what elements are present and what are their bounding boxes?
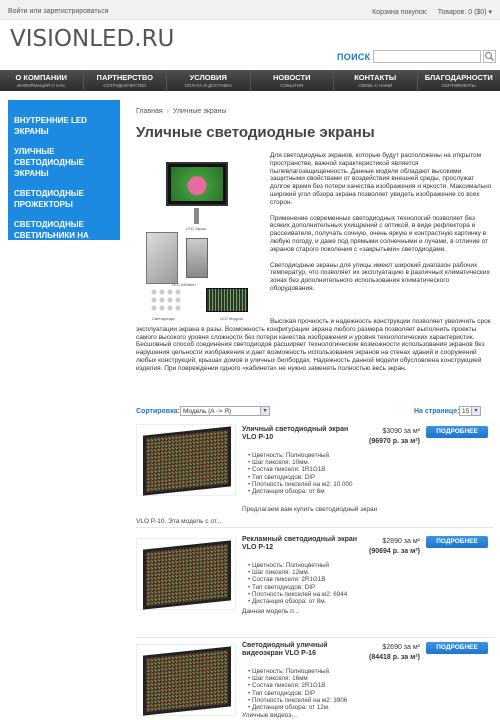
cart-label: Корзина покупок: (372, 9, 428, 16)
nav-subtitle: СОТРУДНИЧЕСТВО (103, 83, 147, 88)
nav-subtitle: СОБЫТИЯ (280, 83, 304, 88)
nav-title: КОНТАКТЫ (354, 73, 397, 82)
cart-summary[interactable] (372, 8, 492, 16)
breadcrumb-separator: › (166, 108, 169, 115)
sidebar-categories (8, 100, 120, 251)
spec-item: • Состав пикселя: 2R1G1B (248, 576, 347, 583)
price-usd: $2890 за м² (382, 538, 420, 545)
search-label: ПОИСК (337, 52, 371, 62)
product-item (136, 636, 494, 720)
price-rub: (90694 р. за м²) (369, 548, 420, 555)
spec-item: • Цветность: Полноцветный (248, 562, 347, 569)
nav-item-contacts[interactable] (334, 70, 418, 91)
nav-item-thanks[interactable] (418, 70, 500, 91)
hero-illustration (136, 150, 260, 330)
sidebar-item-track-lights[interactable]: СВЕТОДИОДНЫЕ СВЕТИЛЬНИКИ НА ТРЕКАХ (14, 220, 89, 251)
description-paragraph-wide: Высокая прочность и надежность конструкции позволяет увеличить срок эксплуатации экрана в разы. Возможность конфигурации экрана любого размера позволяет выполнить проекты самого высокого уровня сложности без потери качества изображения и уровня технологических характеристик. Бесшовный способ соединения светодиодов расширяет технологические возможности использования экранов без нарушения цельности изображения и дает возможность использования экранов на стенах зданий и сооружений любых конструкций, крышах домов и уличных билбордах. Надежность данной модели обусловлена конструкцией изделия. При повреждении одного «кабинета» не нужно заменять полностью весь экран. (136, 318, 491, 372)
cart-dropdown-icon[interactable]: ▾ (488, 9, 492, 16)
product-teaser: Уличные видеоэ... (242, 712, 298, 719)
price-usd: $2690 за м² (382, 644, 420, 651)
sort-bar (136, 406, 494, 418)
spec-item: • Тип светодиодов: DIP (248, 584, 347, 591)
sort-select[interactable] (180, 406, 270, 416)
nav-title: НОВОСТИ (272, 73, 311, 82)
perpage-select[interactable] (459, 406, 481, 416)
product-specs (248, 452, 353, 495)
breadcrumb-home[interactable]: Главная (136, 108, 163, 115)
chevron-down-icon: ▾ (471, 407, 480, 415)
billboard-pole (194, 208, 199, 224)
nav-title: БЛАГОДАРНОСТИ (424, 73, 493, 82)
product-image[interactable] (136, 538, 236, 610)
product-price (364, 643, 420, 663)
led-cabinet-image (146, 232, 178, 284)
search-button[interactable] (483, 50, 496, 63)
category-description (270, 152, 494, 301)
product-item (136, 420, 494, 528)
sort-label: Сортировка: (136, 408, 180, 415)
sidebar-item-floodlights[interactable]: СВЕТОДИОДНЫЕ ПРОЖЕКТОРЫ (14, 189, 84, 209)
spec-item: • Плотность пикселей на м2: 6944 (248, 591, 347, 598)
nav-subtitle: ИНФОРМАЦИЯ О НАС (17, 83, 66, 88)
main-nav (0, 70, 500, 91)
spec-item: • Тип светодиодов: DIP (248, 474, 353, 481)
cart-goods[interactable]: Товаров: 0 ($0) (437, 9, 487, 16)
product-teaser: Данная модель п... (242, 608, 300, 615)
nav-subtitle: ОПЛАТА И ДОСТАВКА (184, 83, 233, 88)
price-usd: $3090 за м² (382, 428, 420, 435)
search-icon (484, 51, 495, 62)
nav-title: О КОМПАНИИ (15, 73, 68, 82)
spec-item: • Дистанция обзора: от 8м. (248, 598, 347, 605)
led-billboard-image (166, 162, 228, 206)
led-module-image (206, 288, 248, 312)
price-rub: (84418 р. за м²) (369, 654, 420, 661)
product-title[interactable]: Рекламный светодиодный экран VLO P-12 (242, 536, 357, 551)
nav-title: ПАРТНЕРСТВО (96, 73, 153, 82)
led-diodes-image (150, 288, 182, 312)
site-logo[interactable]: VISIONLED.RU (10, 26, 175, 52)
spec-item: • Тип светодиодов: DIP (248, 690, 347, 697)
description-paragraph: Светодиодные экраны для улицы имеют широкий диапазон рабочих температур, что позволяет их эксплуатацию в различных климатических зонах без дополнительного использования климатического оборудования. (270, 261, 490, 292)
product-teaser: Предлагаем вам купить светодиодный экран (242, 506, 378, 513)
led-cabinet-side-image (186, 238, 208, 278)
product-image[interactable] (136, 644, 236, 716)
nav-item-partnership[interactable] (84, 70, 168, 91)
spec-item: • Цветность: Полноцветный (248, 452, 353, 459)
product-price (364, 427, 420, 447)
perpage-value: 15 (462, 408, 470, 415)
nav-item-about[interactable] (0, 70, 84, 91)
details-button[interactable]: ПОДРОБНЕЕ (426, 642, 488, 654)
spec-item: • Шаг пикселя: 10мм. (248, 459, 353, 466)
nav-item-terms[interactable] (167, 70, 251, 91)
product-image[interactable] (136, 424, 236, 496)
sidebar-item-outdoor[interactable]: УЛИЧНЫЕ СВЕТОДИОДНЫЕ ЭКРАНЫ (14, 147, 84, 178)
caption-led-cabinet: LED Кабинет (172, 282, 197, 287)
details-button[interactable]: ПОДРОБНЕЕ (426, 536, 488, 548)
top-bar (0, 0, 500, 20)
nav-title: УСЛОВИЯ (189, 73, 227, 82)
spec-item: • Состав пикселя: 1R1G1B (248, 466, 353, 473)
nav-subtitle: СЕРТИФИКАТЫ (441, 83, 476, 88)
spec-item: • Плотность пикселей на м2: 10 000 (248, 481, 353, 488)
sidebar-item-indoor[interactable]: ВНУТРЕННИЕ LED ЭКРАНЫ (14, 116, 87, 136)
breadcrumb-current: Уличные экраны (172, 108, 227, 115)
product-price (364, 537, 420, 557)
caption-led-screen: LED Экран (186, 226, 207, 231)
login-link[interactable]: Войти или зарегистрироваться (8, 8, 109, 15)
price-rub: (96970 р. за м²) (369, 438, 420, 445)
spec-item: • Шаг пикселя: 16мм (248, 675, 347, 682)
caption-led-module: LED Модуль (220, 316, 244, 321)
spec-item: • Дистанция обзора: от 12м. (248, 704, 347, 711)
product-specs (248, 668, 347, 711)
nav-subtitle: СВЯЗЬ С НАМИ (358, 83, 393, 88)
product-specs (248, 562, 347, 605)
product-teaser-continued: VLO P-10. Эта модель с от... (136, 518, 222, 525)
search-input[interactable] (373, 50, 481, 63)
description-paragraph: Применение современных светодиодных технологий позволяет без всяких дополнительных ухищрений с оптикой, в виде рефлектора и рассеивателя, получать сочную, очень яркую и контрастную картинку в любую погоду, и даже под прямыми солнечными и лучами, в отличие от экранов старого поколения с «закрытыми» светодиодами. (270, 214, 489, 253)
spec-item: • Плотность пикселей на м2: 3906 (248, 697, 347, 704)
caption-diodes: Светодиоды (152, 316, 175, 321)
details-button[interactable]: ПОДРОБНЕЕ (426, 426, 488, 438)
breadcrumb (136, 108, 227, 115)
perpage-label: На странице: (414, 408, 460, 415)
spec-item: • Дистанция обзора: от 6м (248, 488, 353, 495)
sort-value: Модель (А -> Я) (183, 408, 232, 415)
product-item (136, 530, 494, 638)
chevron-down-icon: ▾ (260, 407, 269, 415)
nav-item-news[interactable] (251, 70, 335, 91)
search-area (337, 50, 495, 64)
spec-item: • Состав пикселя: 2R1G1B (248, 682, 347, 689)
product-title[interactable]: Уличный светодиодный экран VLO P-10 (242, 426, 349, 441)
page-title: Уличные светодиодные экраны (136, 124, 375, 141)
description-paragraph: Для светодиодных экранов, которые будут расположены на открытом пространстве, важной характеристикой является пылевлагозащищенность. Данные модели обладают высокими защитными свойствами от воздействия внешней среды, прослужат долгое время без потери качества изображения и яркости. Максимально широкий угол обзора экрана позволяет увидеть изображение со всех сторон. (270, 152, 492, 206)
spec-item: • Цветность: Полноцветный (248, 668, 347, 675)
product-title[interactable]: Светодиодный уличный видеоэкран VLO P-16 (242, 642, 328, 657)
spec-item: • Шаг пикселя: 12мм. (248, 569, 347, 576)
